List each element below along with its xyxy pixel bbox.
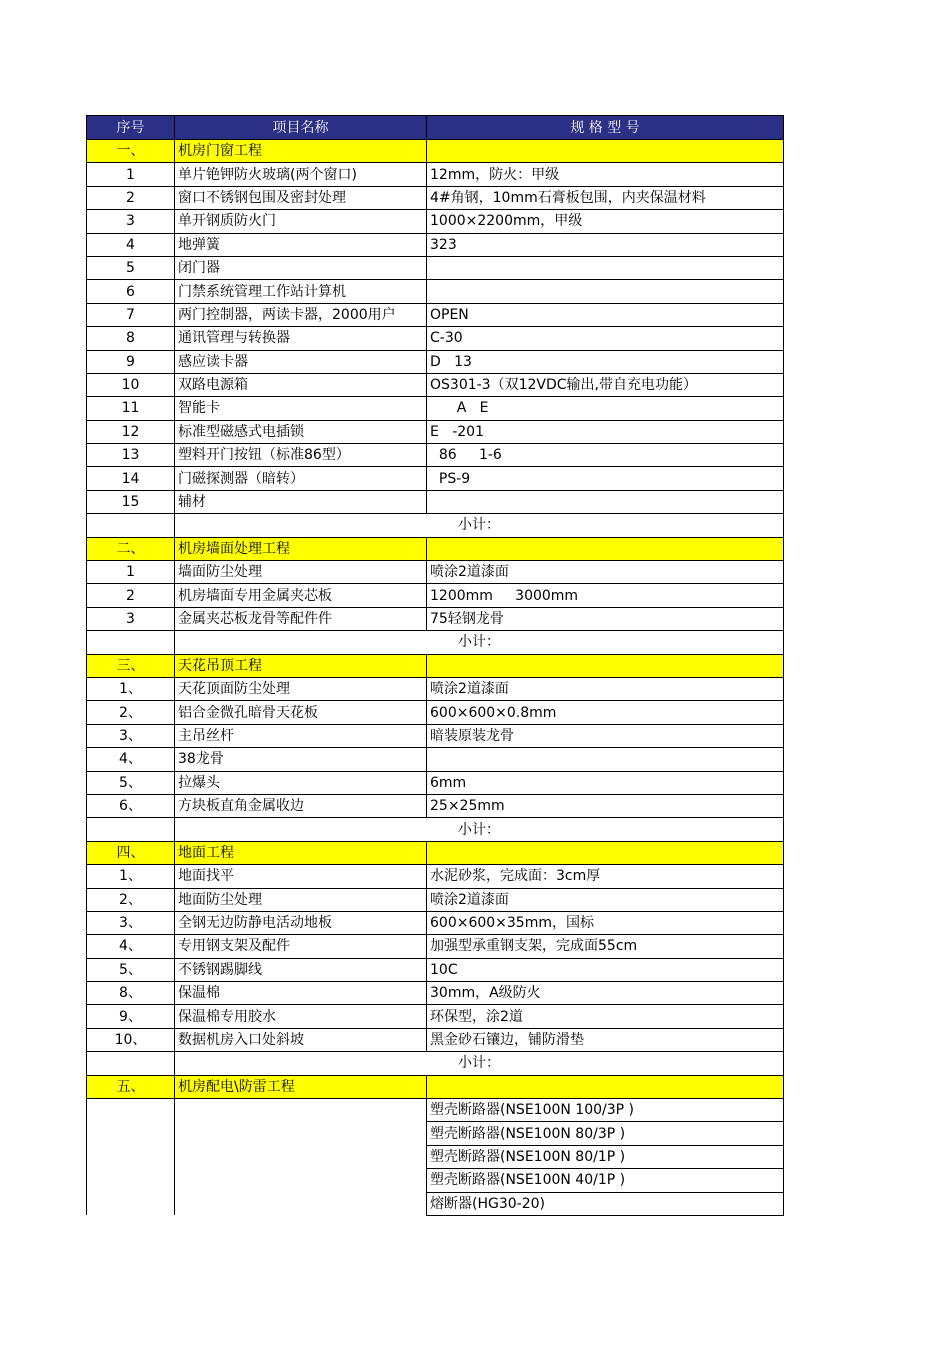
item-spec: OS301-3（双12VDC输出,带自充电功能）	[427, 373, 784, 396]
item-spec: 加强型承重钢支架，完成面55cm	[427, 935, 784, 958]
subtotal-empty	[87, 631, 175, 654]
item-number: 3、	[87, 911, 175, 934]
item-number: 8、	[87, 982, 175, 1005]
section-spec-empty	[427, 140, 784, 163]
item-spec: 喷涂2道漆面	[427, 561, 784, 584]
header-item-name: 项目名称	[175, 116, 427, 140]
item-name: 通讯管理与转换器	[175, 327, 427, 350]
item-spec: E -201	[427, 420, 784, 443]
subtotal-row	[87, 514, 784, 537]
item-number: 2、	[87, 888, 175, 911]
item-number	[87, 1099, 175, 1216]
subtotal-row	[87, 631, 784, 654]
item-row	[87, 256, 784, 279]
item-spec: 600×600×35mm，国标	[427, 911, 784, 934]
item-number: 11	[87, 397, 175, 420]
item-number: 13	[87, 444, 175, 467]
item-name: 智能卡	[175, 397, 427, 420]
item-row	[87, 935, 784, 958]
item-spec: 水泥砂浆，完成面：3cm厚	[427, 865, 784, 888]
item-spec: 1000×2200mm，甲级	[427, 210, 784, 233]
item-row	[87, 280, 784, 303]
item-row	[87, 163, 784, 186]
item-spec: 环保型，涂2道	[427, 1005, 784, 1028]
subtotal-label: 小计：	[175, 1052, 784, 1075]
item-row	[87, 771, 784, 794]
item-name: 天花顶面防尘处理	[175, 677, 427, 700]
item-number: 2	[87, 584, 175, 607]
section-row	[87, 140, 784, 163]
section-title: 机房墙面处理工程	[175, 537, 427, 560]
item-name: 塑料开门按钮（标准86型）	[175, 444, 427, 467]
item-row	[87, 490, 784, 513]
subtotal-label: 小计：	[175, 631, 784, 654]
item-name: 数据机房入口处斜坡	[175, 1028, 427, 1051]
item-number: 9、	[87, 1005, 175, 1028]
item-row	[87, 982, 784, 1005]
item-name: 主吊丝杆	[175, 724, 427, 747]
subtotal-empty	[87, 1052, 175, 1075]
section-number: 五、	[87, 1075, 175, 1098]
item-number: 3	[87, 210, 175, 233]
item-spec: A E	[427, 397, 784, 420]
item-spec	[427, 748, 784, 771]
item-row	[87, 1005, 784, 1028]
item-row	[87, 561, 784, 584]
item-spec: 25×25mm	[427, 794, 784, 817]
item-number: 10	[87, 373, 175, 396]
item-name: 金属夹芯板龙骨等配件件	[175, 607, 427, 630]
item-spec: C-30	[427, 327, 784, 350]
item-spec: 塑壳断路器(NSE100N 100/3P )	[427, 1099, 784, 1122]
item-number: 2、	[87, 701, 175, 724]
section-title: 地面工程	[175, 841, 427, 864]
item-number: 5、	[87, 958, 175, 981]
item-row	[87, 350, 784, 373]
item-number: 1、	[87, 865, 175, 888]
item-spec	[427, 490, 784, 513]
item-spec: D 13	[427, 350, 784, 373]
item-name: 保温棉	[175, 982, 427, 1005]
item-row	[87, 888, 784, 911]
section-row	[87, 654, 784, 677]
item-name: 辅材	[175, 490, 427, 513]
section-title: 机房配电\防雷工程	[175, 1075, 427, 1098]
item-row	[87, 233, 784, 256]
item-number: 1、	[87, 677, 175, 700]
item-spec	[427, 280, 784, 303]
item-name: 全钢无边防静电活动地板	[175, 911, 427, 934]
item-row	[87, 724, 784, 747]
item-spec: 6mm	[427, 771, 784, 794]
item-spec: 1200mm 3000mm	[427, 584, 784, 607]
item-row	[87, 701, 784, 724]
item-number: 5	[87, 256, 175, 279]
item-name: 方块板直角金属收边	[175, 794, 427, 817]
section-title: 天花吊顶工程	[175, 654, 427, 677]
item-spec: 10C	[427, 958, 784, 981]
section-number: 四、	[87, 841, 175, 864]
section-number: 三、	[87, 654, 175, 677]
item-name: 专用钢支架及配件	[175, 935, 427, 958]
item-name: 标准型磁感式电插锁	[175, 420, 427, 443]
quote-table	[86, 115, 784, 1216]
item-name	[175, 1099, 427, 1216]
item-row	[87, 397, 784, 420]
item-name: 单片铯钾防火玻璃(两个窗口)	[175, 163, 427, 186]
item-number: 15	[87, 490, 175, 513]
item-row	[87, 958, 784, 981]
item-row	[87, 467, 784, 490]
item-name: 窗口不锈钢包围及密封处理	[175, 186, 427, 209]
item-row	[87, 911, 784, 934]
item-name: 地面防尘处理	[175, 888, 427, 911]
item-spec	[427, 256, 784, 279]
item-number: 5、	[87, 771, 175, 794]
item-row	[87, 607, 784, 630]
item-number: 10、	[87, 1028, 175, 1051]
item-spec: 12mm，防火：甲级	[427, 163, 784, 186]
item-row	[87, 327, 784, 350]
item-row	[87, 865, 784, 888]
item-number: 3、	[87, 724, 175, 747]
item-number: 12	[87, 420, 175, 443]
item-name: 两门控制器，两读卡器，2000用户	[175, 303, 427, 326]
item-row	[87, 1028, 784, 1051]
item-name: 闭门器	[175, 256, 427, 279]
section-row	[87, 1075, 784, 1098]
item-name: 单开钢质防火门	[175, 210, 427, 233]
item-spec: 75轻钢龙骨	[427, 607, 784, 630]
subtotal-row	[87, 1052, 784, 1075]
item-name: 保温棉专用胶水	[175, 1005, 427, 1028]
item-number: 6	[87, 280, 175, 303]
item-row	[87, 420, 784, 443]
item-number: 14	[87, 467, 175, 490]
item-spec: 塑壳断路器(NSE100N 80/3P )	[427, 1122, 784, 1145]
item-spec: 4#角钢，10mm石膏板包围，内夹保温材料	[427, 186, 784, 209]
item-number: 4	[87, 233, 175, 256]
item-spec: 熔断器(HG30-20)	[427, 1192, 784, 1215]
header-spec: 规 格 型 号	[427, 116, 784, 140]
item-name: 门磁探测器（暗转）	[175, 467, 427, 490]
subtotal-empty	[87, 514, 175, 537]
item-number: 1	[87, 561, 175, 584]
item-number: 4、	[87, 748, 175, 771]
item-name: 拉爆头	[175, 771, 427, 794]
header-row	[87, 116, 784, 140]
item-number: 8	[87, 327, 175, 350]
section-title: 机房门窗工程	[175, 140, 427, 163]
item-spec: 323	[427, 233, 784, 256]
header-serial: 序号	[87, 116, 175, 140]
item-row	[87, 444, 784, 467]
item-number: 4、	[87, 935, 175, 958]
item-name: 地弹簧	[175, 233, 427, 256]
item-number: 3	[87, 607, 175, 630]
item-spec: 喷涂2道漆面	[427, 677, 784, 700]
section-row	[87, 537, 784, 560]
item-spec: 塑壳断路器(NSE100N 40/1P )	[427, 1169, 784, 1192]
item-spec: PS-9	[427, 467, 784, 490]
item-name: 铝合金微孔暗骨天花板	[175, 701, 427, 724]
item-name: 双路电源箱	[175, 373, 427, 396]
item-name: 地面找平	[175, 865, 427, 888]
item-row	[87, 677, 784, 700]
section-spec-empty	[427, 841, 784, 864]
item-spec: 暗装原装龙骨	[427, 724, 784, 747]
spreadsheet	[86, 115, 783, 1216]
section-number: 一、	[87, 140, 175, 163]
item-name: 机房墙面专用金属夹芯板	[175, 584, 427, 607]
item-name: 不锈钢踢脚线	[175, 958, 427, 981]
item-spec: 塑壳断路器(NSE100N 80/1P )	[427, 1145, 784, 1168]
item-row	[87, 794, 784, 817]
item-name: 墙面防尘处理	[175, 561, 427, 584]
item-row	[87, 373, 784, 396]
item-name: 门禁系统管理工作站计算机	[175, 280, 427, 303]
item-row	[87, 303, 784, 326]
item-spec: 30mm，A级防火	[427, 982, 784, 1005]
item-number: 6、	[87, 794, 175, 817]
section-number: 二、	[87, 537, 175, 560]
item-spec: 喷涂2道漆面	[427, 888, 784, 911]
item-spec: 黑金砂石镶边，铺防滑垫	[427, 1028, 784, 1051]
item-row	[87, 1099, 784, 1122]
item-row	[87, 210, 784, 233]
item-row	[87, 748, 784, 771]
item-name: 感应读卡器	[175, 350, 427, 373]
subtotal-label: 小计：	[175, 818, 784, 841]
item-number: 7	[87, 303, 175, 326]
item-number: 1	[87, 163, 175, 186]
item-row	[87, 186, 784, 209]
subtotal-label: 小计：	[175, 514, 784, 537]
section-spec-empty	[427, 537, 784, 560]
item-name: 38龙骨	[175, 748, 427, 771]
subtotal-empty	[87, 818, 175, 841]
item-number: 9	[87, 350, 175, 373]
item-spec: OPEN	[427, 303, 784, 326]
subtotal-row	[87, 818, 784, 841]
section-spec-empty	[427, 1075, 784, 1098]
item-row	[87, 584, 784, 607]
section-spec-empty	[427, 654, 784, 677]
item-spec: 600×600×0.8mm	[427, 701, 784, 724]
section-row	[87, 841, 784, 864]
item-number: 2	[87, 186, 175, 209]
item-spec: 86 1-6	[427, 444, 784, 467]
